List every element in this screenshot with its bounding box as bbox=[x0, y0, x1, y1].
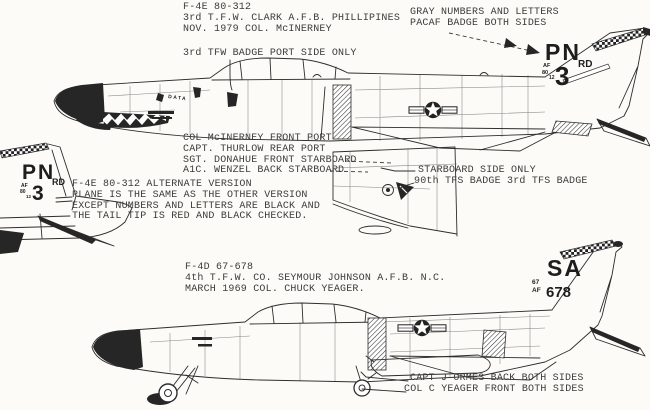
alt-note-line: PLANE IS THE SAME AS THE OTHER VERSION bbox=[72, 189, 308, 201]
aircraft3-stencil-bar bbox=[192, 337, 212, 340]
aircraft2-serial-af: AF bbox=[21, 183, 28, 189]
aircraft1-exhaust-nozzle bbox=[552, 121, 592, 136]
starboard-note-block bbox=[414, 166, 588, 188]
starboard-note-line: STARBOARD SIDE ONLY bbox=[418, 165, 536, 176]
aircraft3-serial-af: AF bbox=[532, 287, 541, 294]
aircraft1-serial-af: AF bbox=[543, 63, 551, 69]
aircraft3-serial-year: 67 bbox=[532, 279, 540, 286]
aircraft3-exhaust-nozzle bbox=[482, 330, 506, 358]
gray-note-line: GRAY NUMBERS AND LETTERS bbox=[410, 7, 559, 18]
starboard-leader-1 bbox=[381, 168, 415, 171]
aircraft1-serial-num: 12 bbox=[549, 75, 555, 81]
aircraft1-data-stencil: DATA bbox=[167, 94, 188, 103]
aircraft3-crew-line: CAPT J ORMES BACK BOTH SIDES bbox=[410, 373, 584, 384]
aircraft1-badge-3 bbox=[227, 92, 238, 107]
aircraft1-star-insignia bbox=[409, 102, 457, 118]
alt-note-line: THE TAIL TIP IS RED AND BLACK CHECKED. bbox=[72, 211, 308, 223]
aircraft2-exhaust bbox=[0, 230, 24, 254]
aircraft3-intake bbox=[368, 318, 386, 370]
gray-numbers-note bbox=[410, 8, 559, 30]
aircraft2-tail-suffix: RD bbox=[52, 177, 65, 187]
aircraft1-panel-lines bbox=[108, 74, 545, 141]
aircraft3-star-insignia bbox=[398, 320, 446, 336]
aircraft3-tail-number: 678 bbox=[546, 284, 572, 301]
badge-note-line: 3rd TFW BADGE PORT SIDE ONLY bbox=[183, 48, 357, 59]
aircraft3-stencil-bar2 bbox=[198, 344, 212, 347]
crew-line: SGT. DONAHUE FRONT STARBOARD bbox=[183, 154, 357, 166]
alt-note-line: F-4E 80-312 ALTERNATE VERSION bbox=[72, 179, 252, 190]
aircraft1-serial-year: 80 bbox=[542, 70, 549, 76]
aircraft1-info-block bbox=[183, 3, 400, 35]
aircraft3-info-block bbox=[185, 263, 445, 295]
starboard-note-line: 90th TFS BADGE 3rd TFS BADGE bbox=[414, 175, 588, 187]
aircraft3-info-line: MARCH 1969 COL. CHUCK YEAGER. bbox=[185, 283, 365, 295]
aircraft3-info-line: F-4D 67-678 bbox=[185, 262, 254, 273]
aircraft1-badge-note bbox=[183, 49, 357, 60]
aircraft1-badge-1 bbox=[156, 93, 164, 102]
aircraft1-info-line: F-4E 80-312 bbox=[183, 2, 252, 13]
aircraft3-info-line: 4th T.F.W. CO. SEYMOUR JOHNSON A.F.B. N.C. bbox=[185, 272, 446, 284]
aircraft1-radome bbox=[55, 83, 105, 124]
aircraft1-tail-code: PN bbox=[545, 39, 581, 65]
gray-note-line: PACAF BADGE BOTH SIDES bbox=[410, 17, 547, 29]
crew-list-block bbox=[183, 134, 357, 177]
aircraft2-fin-checker bbox=[0, 143, 49, 158]
pacaf-arrow-line bbox=[449, 33, 536, 52]
aircraft3-tail-code: SA bbox=[547, 255, 583, 281]
pacaf-arrowhead-1 bbox=[504, 38, 517, 48]
aircraft1-stencil-bar2 bbox=[152, 117, 172, 119]
aircraft1-intake bbox=[333, 85, 351, 139]
alt-note-ticks bbox=[56, 197, 72, 202]
mid-pylon bbox=[359, 226, 391, 234]
aircraft1-badge-2 bbox=[193, 87, 201, 98]
aircraft3-fin-tip bbox=[613, 241, 623, 247]
aircraft1-splitter bbox=[321, 87, 325, 139]
aircraft2-tail-number: 3 bbox=[32, 182, 44, 205]
crew-line: A1C. WENZEL BACK STARBOARD bbox=[183, 165, 345, 177]
aircraft2-tail-code: PN bbox=[22, 161, 56, 184]
pacaf-arrowhead-2 bbox=[526, 44, 540, 55]
crew-line: COL McINERNEY FRONT PORT bbox=[183, 133, 332, 144]
crew-line: CAPT. THURLOW REAR PORT bbox=[183, 143, 326, 155]
aircraft2-serial-num: 12 bbox=[26, 194, 32, 199]
aircraft1-tail-suffix: RD bbox=[578, 59, 593, 70]
aircraft3-crew-note-block bbox=[404, 374, 584, 396]
aircraft2-serial-year: 80 bbox=[20, 189, 26, 195]
aircraft3-radome bbox=[93, 329, 143, 370]
aircraft1-stencil-bar bbox=[148, 111, 174, 114]
alternate-version-block bbox=[72, 180, 320, 223]
alt-note-line: EXCEPT NUMBERS AND LETTERS ARE BLACK AND bbox=[72, 200, 321, 212]
aircraft1-info-line: 3rd T.F.W. CLARK A.F.B. PHILLIPINES bbox=[183, 12, 401, 24]
aircraft1-info-line: NOV. 1979 COL. McINERNEY bbox=[183, 23, 332, 35]
aircraft3-crew-line: COL C YEAGER FRONT BOTH SIDES bbox=[404, 383, 584, 395]
aircraft1-tail-number: 3 bbox=[555, 61, 570, 91]
aircraft3-main-gear bbox=[354, 366, 370, 396]
aircraft1-canopy bbox=[212, 59, 350, 81]
